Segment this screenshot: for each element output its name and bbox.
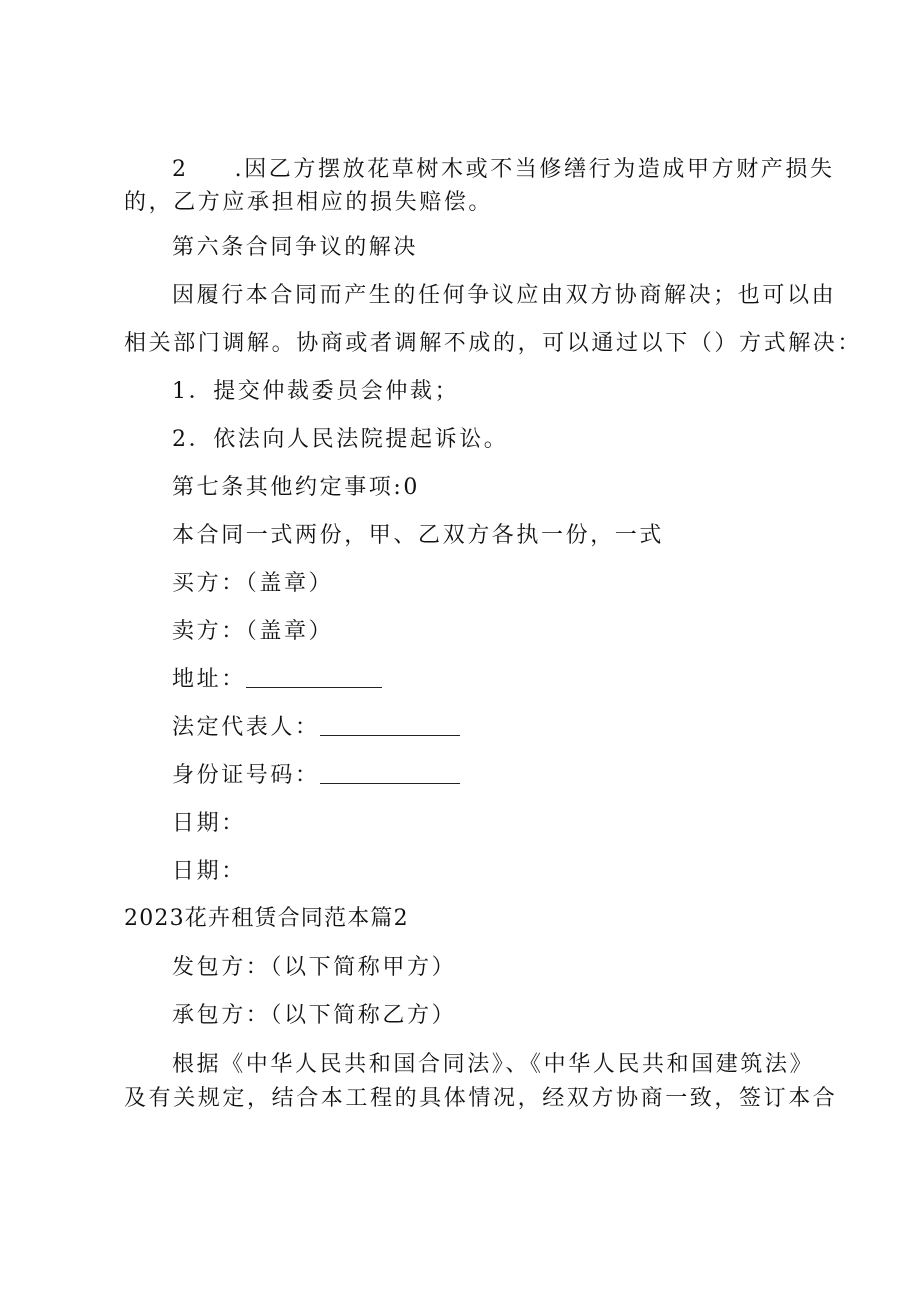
- section-2-heading: 2023花卉租赁合同范本篇2: [124, 906, 409, 931]
- id-number-line: [172, 761, 460, 791]
- legal-rep-blank[interactable]: [320, 715, 460, 736]
- article-6-title: 第六条合同争议的解决: [172, 235, 419, 260]
- legal-rep-line: [172, 713, 460, 743]
- article-7-title: 第七条其他约定事项:0: [172, 475, 421, 500]
- address-label: 地址：: [172, 667, 246, 692]
- article-6-paragraph-line2: 相关部门调解。协商或者调解不成的，可以通过以下（）方式解决：: [124, 331, 863, 356]
- dispute-option-1: 1．提交仲裁委员会仲裁；: [172, 379, 460, 404]
- seller-seal-line: 卖方：（盖章）: [172, 619, 334, 644]
- address-blank[interactable]: [246, 667, 382, 688]
- id-number-blank[interactable]: [320, 763, 460, 784]
- legal-rep-label: 法定代表人：: [172, 715, 320, 740]
- date-line-1: 日期：: [172, 811, 246, 836]
- id-number-label: 身份证号码：: [172, 763, 320, 788]
- dispute-option-2: 2．依法向人民法院提起诉讼。: [172, 427, 509, 452]
- contractor-line: 发包方：（以下简称甲方）: [172, 955, 457, 980]
- article-6-paragraph-line1: 因履行本合同而产生的任何争议应由双方协商解决；也可以由: [172, 283, 837, 308]
- address-line: [172, 665, 382, 695]
- clause-item-2-line1: [172, 155, 835, 185]
- clause-item-2-line2: 的，乙方应承担相应的损失赔偿。: [124, 190, 494, 215]
- section-2-paragraph-line2: 及有关规定，结合本工程的具体情况，经双方协商一致，签订本合: [124, 1086, 838, 1111]
- section-2-paragraph-line1: 根据《中华人民共和国合同法》、《中华人民共和国建筑法》: [172, 1052, 815, 1077]
- item-text: .因乙方摆放花草树木或不当修缮行为造成甲方财产损失: [234, 157, 835, 182]
- item-number: 2: [172, 157, 189, 182]
- copies-statement: 本合同一式两份，甲、乙双方各执一份，一式: [172, 523, 665, 548]
- subcontractor-line: 承包方：（以下简称乙方）: [172, 1003, 457, 1028]
- date-line-2: 日期：: [172, 859, 246, 884]
- buyer-seal-line: 买方：（盖章）: [172, 571, 334, 596]
